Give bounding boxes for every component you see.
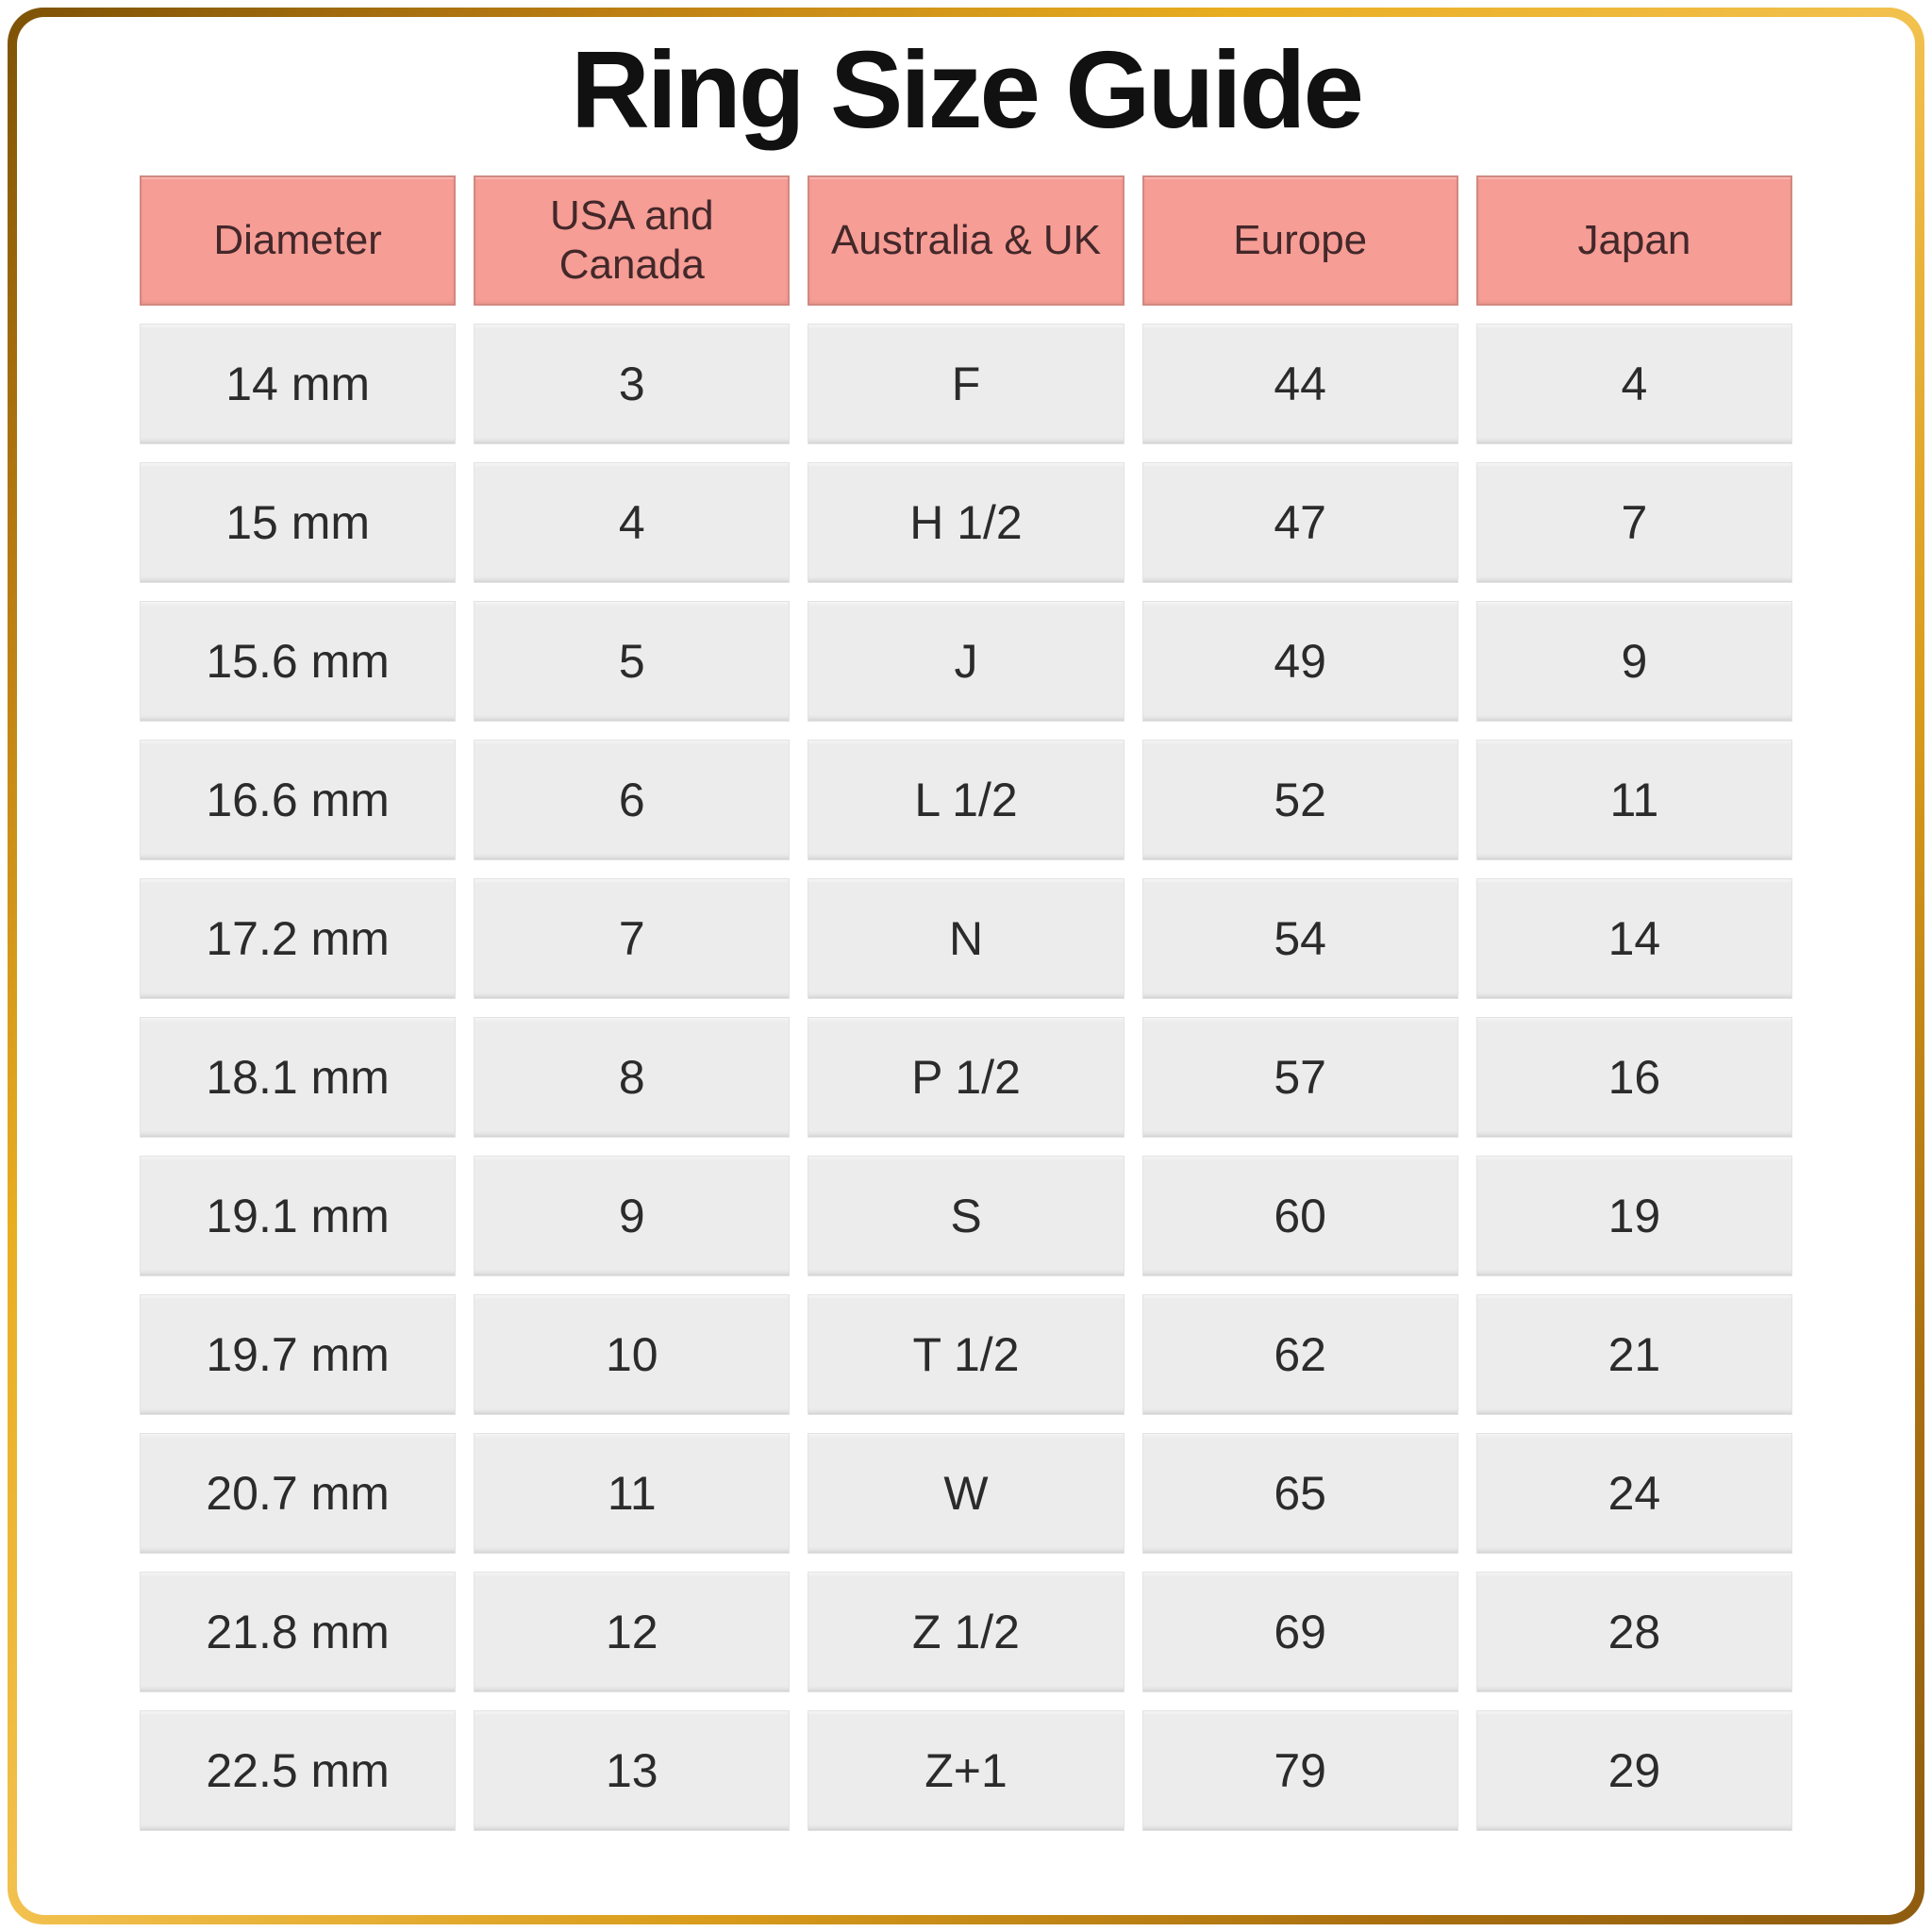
table-cell: 7 — [474, 878, 790, 999]
table-cell: 5 — [474, 601, 790, 722]
table-cell: 10 — [474, 1294, 790, 1415]
ring-size-table — [140, 175, 1792, 1831]
table-cell: 9 — [1476, 601, 1792, 722]
table-cell: 13 — [474, 1710, 790, 1831]
table-cell: 18.1 mm — [140, 1017, 456, 1138]
table-cell: 60 — [1142, 1156, 1458, 1276]
table-cell: H 1/2 — [808, 462, 1124, 583]
table-cell: 3 — [474, 324, 790, 444]
table-cell: 11 — [1476, 740, 1792, 860]
table-cell: J — [808, 601, 1124, 722]
table-cell: 21.8 mm — [140, 1572, 456, 1692]
header-cell-japan: Japan — [1476, 175, 1792, 306]
table-cell: 16.6 mm — [140, 740, 456, 860]
table-cell: 22.5 mm — [140, 1710, 456, 1831]
table-cell: 4 — [1476, 324, 1792, 444]
table-cell: 6 — [474, 740, 790, 860]
header-cell-europe: Europe — [1142, 175, 1458, 306]
table-cell: N — [808, 878, 1124, 999]
table-cell: 52 — [1142, 740, 1458, 860]
table-cell: 62 — [1142, 1294, 1458, 1415]
table-cell: 14 — [1476, 878, 1792, 999]
table-cell: 44 — [1142, 324, 1458, 444]
table-cell: 19.7 mm — [140, 1294, 456, 1415]
table-cell: 4 — [474, 462, 790, 583]
table-cell: 19.1 mm — [140, 1156, 456, 1276]
table-cell: 17.2 mm — [140, 878, 456, 999]
table-cell: 57 — [1142, 1017, 1458, 1138]
header-cell-usa-canada: USA and Canada — [474, 175, 790, 306]
table-cell: 69 — [1142, 1572, 1458, 1692]
table-cell: 19 — [1476, 1156, 1792, 1276]
table-cell: T 1/2 — [808, 1294, 1124, 1415]
page-background — [17, 17, 1915, 1915]
page-title: Ring Size Guide — [571, 28, 1361, 151]
table-cell: S — [808, 1156, 1124, 1276]
table-cell: 9 — [474, 1156, 790, 1276]
table-cell: 29 — [1476, 1710, 1792, 1831]
table-cell: 54 — [1142, 878, 1458, 999]
header-cell-diameter: Diameter — [140, 175, 456, 306]
table-cell: 12 — [474, 1572, 790, 1692]
table-cell: Z 1/2 — [808, 1572, 1124, 1692]
table-cell: 15 mm — [140, 462, 456, 583]
table-cell: 47 — [1142, 462, 1458, 583]
table-cell: 24 — [1476, 1433, 1792, 1554]
table-cell: L 1/2 — [808, 740, 1124, 860]
header-cell-australia-uk: Australia & UK — [808, 175, 1124, 306]
table-cell: 14 mm — [140, 324, 456, 444]
table-cell: 65 — [1142, 1433, 1458, 1554]
table-cell: 15.6 mm — [140, 601, 456, 722]
table-cell: 20.7 mm — [140, 1433, 456, 1554]
table-cell: F — [808, 324, 1124, 444]
table-cell: 28 — [1476, 1572, 1792, 1692]
table-cell: Z+1 — [808, 1710, 1124, 1831]
table-cell: 7 — [1476, 462, 1792, 583]
table-cell: 16 — [1476, 1017, 1792, 1138]
table-cell: 79 — [1142, 1710, 1458, 1831]
table-cell: W — [808, 1433, 1124, 1554]
table-cell: 49 — [1142, 601, 1458, 722]
table-cell: 11 — [474, 1433, 790, 1554]
table-cell: 8 — [474, 1017, 790, 1138]
gold-border-frame — [8, 8, 1924, 1924]
table-cell: P 1/2 — [808, 1017, 1124, 1138]
table-cell: 21 — [1476, 1294, 1792, 1415]
